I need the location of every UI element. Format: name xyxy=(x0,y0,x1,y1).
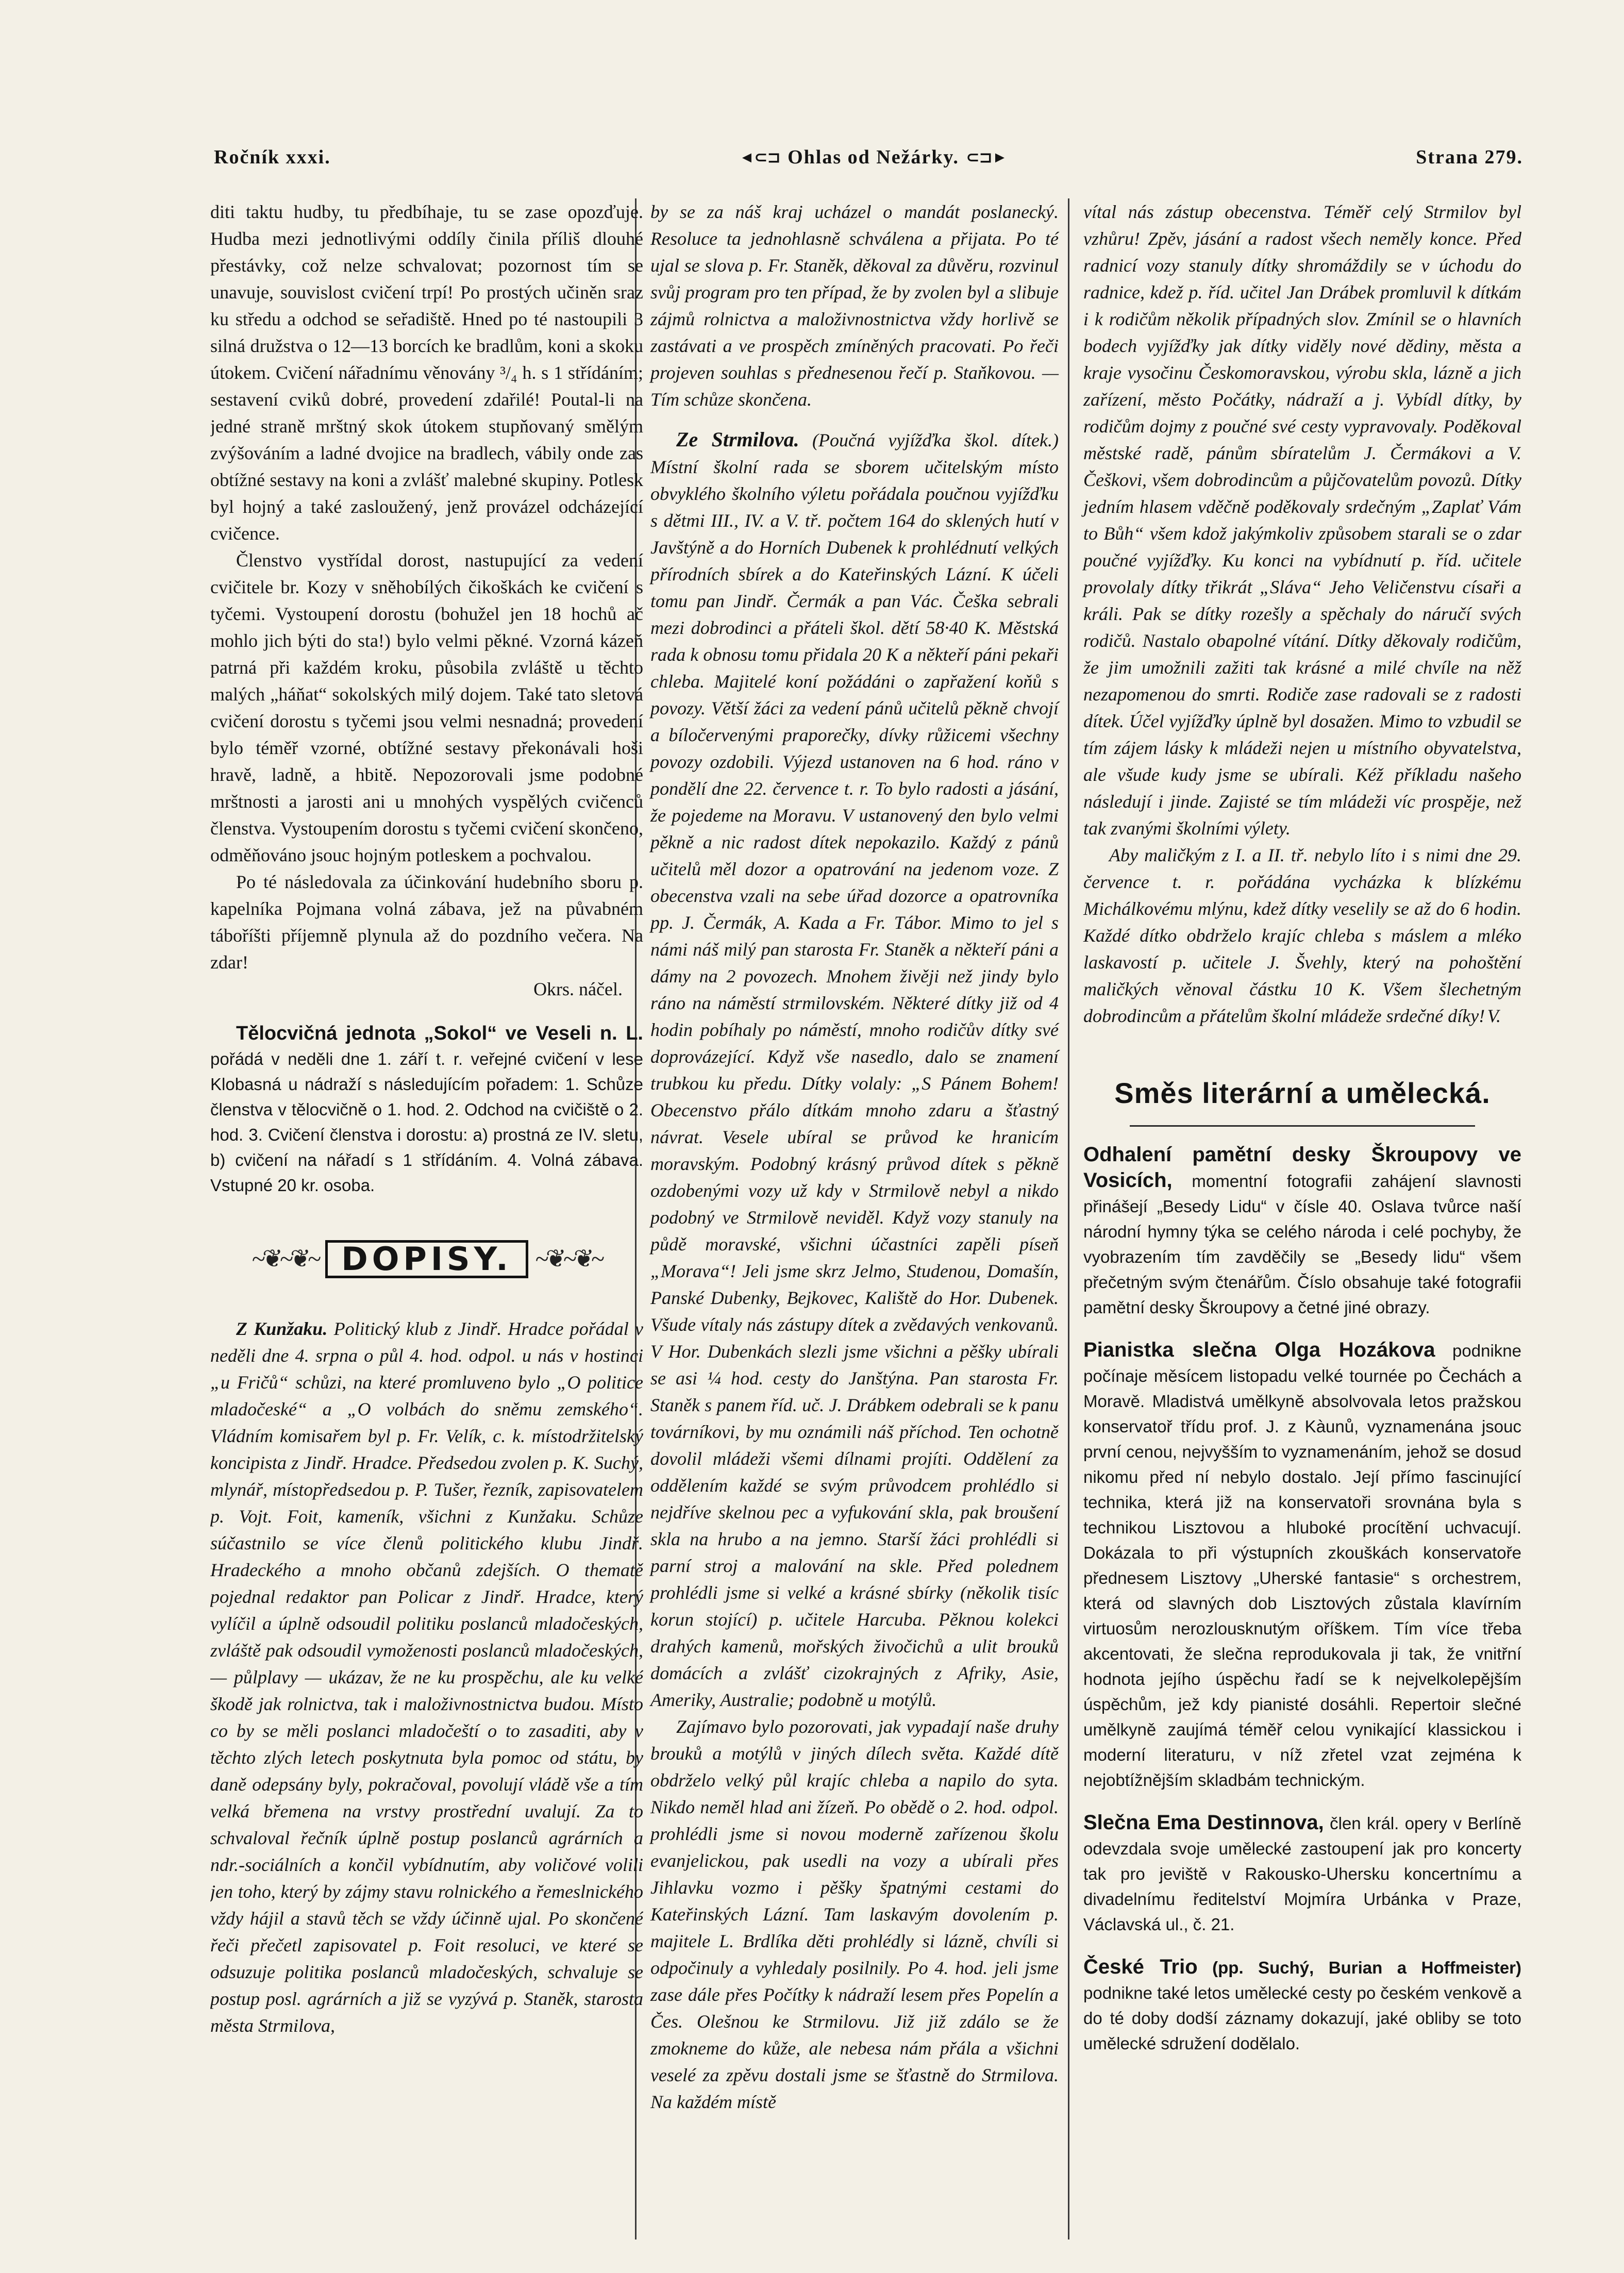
ornament-right-icon: ⊂⊐► xyxy=(966,148,1008,166)
letter-body: (Poučná vyjížďka škol. dítek.) Místní školní rada se sborem učitelským místo obvyklého školního výletu pořádala poučnou vyjížďku s dětmi III., IV. a V. tř. počtem 164 do sklených hutí v Javštýně a do Horních Dubenek k prohlédnutí velkých přírodních sbírek a do Kateřinských Lázní. K účeli tomu pan Jindř. Čermák a pan Vác. Češka sebrali mezi dobrodinci a přáteli škol. dětí 58·40 K. Městská rada k obnosu tomu přidala 20 K a někteří páni pekaři chleba. Majitelé koní požádáni o zapřažení koňů s povozy. Větší žáci za vedení pánů učitelů pěkně chvojí a bíločervenými praporečky, dívky růžicemi všechny povozy ozdobili. Výjezd ustanoven na 6 hod. ráno v pondělí dne 22. července t. r. To bylo radosti a jásání, že pojedeme na Moravu. V ustanovený den bylo velmi pěkně a nic radost dítek nepokazilo. Každý z pánů učitelů měl dozor a opatrování na jedenom voze. Z obecenstva vzali na sebe úřad dozorce a opatrovníka pp. J. Čermák, A. Kada a Fr. Tábor. Mimo to jel s námi náš milý pan starosta Fr. Staněk a někteří páni a dámy na 2 povozech. Mnohem živěji než jindy bylo ráno na náměstí strmilovském. Některé dítky již od 4 hodin pobíhaly po náměstí, mnoho rodičův dítky své doprovázející. Když vše nasedlo, dalo se znamení trubkou ku předu. Dítky volaly: „S Pánem Bohem! Obecenstvo přálo dítkám mnoho zdaru a šťastný návrat. Vesele ubíral se průvod ke hranicím moravským. Podobný krásný průvod dítek s pěkně ozdobenými vozy už kdy v Strmilově nebyl a nikdo podobný ve Strmilově neviděl. Když vozy stanuly na půdě moravské, všichni účastníci zapěli píseň „Morava“! Jeli jsme skrz Jelmo, Studenou, Domašín, Panské Dubenky, Bejkovec, Kaliště do Hor. Dubenek. Všude vítaly nás zástupy dítek a zvědavých venkovanů. V Hor. Dubenkách slezli jsme všichni a pěšky ubírali se asi ¼ hod. cesty do Janštýna. Pan starosta Fr. Staněk s panem říd. uč. J. Drábkem odebrali se k panu továrníkovi, by mu oznámili náš příchod. Ten ochotně dovolil mládeži všemi dílnami projíti. Oddělení za oddělením každé se svým průvodcem prohlédlo si nejdříve skelnou pec a vyfukování skla, pak broušení skla na hrubo a na jemno. Starší žáci prohlédli si parní stroj a malování na skle. Před polednem prohlédli jsme si velké a krásné sbírky (několik tisíc korun stojící) p. učitele Harcuba. Pěknou kolekci drahých kamenů, mořských živočichů a ulit brouků domácích a zvlášť cizokrajných z Afriky, Asie, Ameriky, Australie; podobně u motýlů. xyxy=(650,430,1059,1710)
news-item-members: (pp. Suchý, Burian a Hoffmeister) xyxy=(1212,1958,1521,1977)
news-item xyxy=(1083,1810,1521,1937)
article-paragraph: Členstvo vystřídal dorost, nastupující za vedení cvičitele br. Kozy v sněhobílých čikoškách ke cvičení s tyčemi. Vystoupení dorostu (bohužel jen 18 hochů ač mohlo jich býti do sta!) bylo velmi pěkné. Vzorná kázeň patrná při každém kroku, působila zvláště u těchto malých „háňat“ sokolských milý dojem. Také tato sletová cvičení dorostu s tyčemi jsou velmi nesnadná; provedení bylo téměř vzorné, obtížné sestavy překonávali hoši hravě, ladně, a hbitě. Nepozorovali jsme podobné mrštnosti a jarosti ani u mnohých vyspělých cvičenců členstva. Vystoupením dorostu s tyčemi cvičení skončeno, odměňováno jsouc hojným potleskem a pochvalou. xyxy=(210,550,643,865)
news-item-body: podnikne také letos umělecké cesty po českém venkově a do té doby dodší záznamy dokazují, jaké obliby se toto umělecké sdružení dodělalo. xyxy=(1083,1983,1521,2053)
article-paragraph: diti taktu hudby, tu předbíhaje, tu se zase opozďuje. Hudba mezi jednotlivými oddíly činila příliš dlouhé přestávky, což nelze schvalovat; pozornost tím se unavuje, souvislost cvičení trpí! Po prostých učiněn sraz ku středu a odchod se seřadiště. Hned po té nastoupili 3 silná družstva o 12—13 borcích ke bradlům, koni a skoku útokem. Cvičení nářadnímu věnovány ³/₄ h. s 1 střídáním; sestavení cviků dobré, provedení zdařilé! Poutal-li na jedné straně mrštný skok útokem stupňovaný smělým zvýšováním a ladné dvojice na bradlech, vábily onde zas obtížné sestavy na koni a zvlášť malebné skupiny. Potlesk byl hojný a také zasloužený, jenž provázel odcházející cvičence. xyxy=(210,202,643,544)
page-number: Strana 279. xyxy=(1416,146,1523,168)
article-paragraph: Po té následovala za účinkování hudebního sboru p. kapelníka Pojmana volná zábava, jež na půvabném táboříšti příjemně plynula až do pozdního večera. Na zdar! xyxy=(210,872,643,973)
news-item xyxy=(1083,1338,1521,1793)
news-items xyxy=(1083,1142,1521,2056)
news-item-heading: Pianistka slečna Olga Hozákova xyxy=(1083,1339,1435,1361)
running-header xyxy=(214,142,1523,173)
signature: Okrs. náčel. xyxy=(533,979,623,999)
signature: V. xyxy=(1487,1006,1501,1026)
news-item xyxy=(1083,1142,1521,1320)
notice-heading: Tělocvičná jednota „Sokol“ ve Veseli n. L. xyxy=(236,1023,643,1044)
volume-label: Ročník xxxi. xyxy=(214,146,331,168)
letter-paragraph xyxy=(650,426,1059,1713)
notice-body: pořádá v neděli dne 1. září t. r. veřejné cvičení v lese Klobasná u nádraží s následujícím pořadem: 1. Schůze členstva v tělocvičně o 1. hod. 2. Odchod na cvičiště o 2. hod. 3. Cvičení členstva i dorostu: a) prostná ze IV. sletu, b) cvičení na nářadí s 1 střídáním. 4. Volná zábava. Vstupné 20 kr. osoba. xyxy=(210,1049,643,1195)
news-item-body: podnikne počínaje měsícem listopadu velké tournée po Čechách a Moravě. Mladistvá umělkyně absolvovala letos pražskou konservatoř třídu prof. J. z Kàunů, vyznamenána jsouc první cenou, nejvyšším to vyznamenáním, jehož se dosud nikomu před ní nebylo dostalo. Její přímo fascinující technika, která již na konservatoři srovnána byla s technikou Lisztovou a hluboké procítění uchvacují. Dokázala to při výstupních zkouškách konservatoře přednesem Lisztovy „Uherské fantasie“ s orchestrem, která od slavných dob Lisztových zůstala klavírním virtuosům nerozlousknutým oříškem. Tím více třeba akcentovati, že slečna reprodukovala ji tak, že vnitřní hodnota jejího úspěchu řadí se k nejvelkolepějším úspěchům, jež kdy pianisté dosáhli. Repertoir slečné umělkyně zaujímá téměř celou vynikající klassickou i moderní literaturu, v níž zřetel vzat zejména k nejobtížnějším skladbám technickým. xyxy=(1083,1341,1521,1790)
newspaper-name: Ohlas od Nežárky. xyxy=(788,146,959,168)
news-item-heading: Slečna Ema Destinnova, xyxy=(1083,1811,1324,1834)
letter-body: Politický klub z Jindř. Hradce pořádal v neděli dne 4. srpna o půl 4. hod. odpol. u nás v hostinci „u Fričů“ schůzi, na které promluveno bylo „O politice mladočeské“ a „O volbách do sněmu zemského“. Vládním komisařem byl p. Fr. Velík, c. k. místodržitelský koncipista z Jindř. Hradce. Předsedou zvolen p. K. Suchý, mlynář, místopředsedou p. P. Tušer, řezník, zapisovatelem p. Vojt. Foit, kameník, všichni z Kunžaku. Schůze súčastnilo se více členů politického klubu Jindř. Hradeckého a mnoho občanů zdejších. O thematě pojednal redaktor pan Policar z Jindř. Hradce, který vylíčil a úplně odsoudil politiku poslanců mladočeských, zvláště pak odsoudil vymoženosti poslanců mladočeských, — půlplavy — ukázav, že ne ku prospěchu, ale ku velké škodě jak rolnictva, tak i maloživnostnictva budou. Místo co by se měli poslanci mladočeští o to zasaditi, aby v těchto zlých letech poskytnuta byla pomoc od státu, by daně odepsány byly, pokračoval, povolují vládě vše a tím velká břemena na vrstvy prostřední uvalují. Za to schvaloval řečník úplně postup poslanců agrárních a ndr.-sociálních a končil vybídnutím, aby voličové volili jen toho, který by zájmy stavu rolnického a řemeslnického vždy hájil a stavů těch se vždy účinně ujal. Po skončené řeči přečetl zapisovatel p. Foit resoluci, ve které se odsuzuje politika poslanců mladočeských, schvaluje se postup posl. agrárních a již se vyzývá p. Staněk, starosta města Strmilova, xyxy=(210,1318,643,2036)
vine-ornament-right-icon: ~❦~❦~ xyxy=(535,1245,602,1273)
masthead-title xyxy=(739,146,1008,169)
news-item-body: člen král. opery v Berlíně odevzdala svoje umělecké zastoupení jak pro koncerty tak pro jeviště v Rakousko-Uhersku koncertnímu a divadelnímu ředitelství Mojmíra Urbánka v Praze, Václavská ul., č. 21. xyxy=(1083,1814,1521,1934)
letter-heading: Z Kunžaku. xyxy=(236,1318,328,1339)
news-item-heading: Odhalení pamětní desky Škroupovy ve Vosicích, xyxy=(1083,1143,1521,1192)
news-item-heading: České Trio xyxy=(1083,1956,1198,1978)
letter-paragraph: Zajímavo bylo pozorovati, jak vypadají naše druhy brouků a motýlů v jiných dílech světa. Každé dítě obdrželo velký půl krajíc chleba a napilo do syta. Nikdo neměl hlad ani žízeň. Po obědě o 2. hod. odpol. prohlédli jsme si novou moderně zařízenou školu evanjelickou, pak usedli na vozy a ubírali přes Jihlavku vozmo i pěšky špatnými cestami do Kateřinských Lázní. Tam laskavým dovolením p. majitele L. Brdlíka děti prohlédly si lázně, chvíli si odpočinuly a vyhledaly posilnily. Po 4. hod. jeli jsme zase dále přes Počítky k nádraží lesem přes Popelín a Čes. Olešnou ke Strmilovu. Již již zdálo se že zmokneme do kůže, ale nebesa nám přála a všichni veselé za zpěvu dostali jsme se šťastně do Strmilova. Na každém místě xyxy=(650,1716,1059,2112)
letter-paragraph xyxy=(210,1315,643,2039)
section-divider xyxy=(1130,1125,1475,1127)
column-left xyxy=(210,198,643,2250)
ornament-left-icon: ◄⊂⊐ xyxy=(739,148,781,166)
column-right xyxy=(1073,198,1521,2250)
letter-paragraph: by se za náš kraj ucházel o mandát poslanecký. Resoluce ta jednohlasně schválena a přijata. Po té ujal se slova p. Fr. Staněk, děkoval za důvěru, rozvinul svůj program pro ten případ, že by zvolen byl a slibuje zájmů rolnictva a maloživnostnictva vždy horlivě se zastávati a ve prospěch zmíněných pracovati. Po řeči projeven souhlas s přednesenou řečí p. Staňkovou. — Tím schůze skončena. xyxy=(650,202,1059,410)
letter-paragraph: Aby maličkým z I. a II. tř. nebylo líto i s nimi dne 29. července t. r. pořádána vycházka k blízkému Michálkovému mlýnu, kdež dítky veselily se až do 6 hodin. Každé dítko obdrželo krajíc chleba s máslem a mléko laskavostí p. učitele J. Švehly, který na pohoštění maličkých věnoval částku 10 K. Všem šlechetným dobrodincům a přátelům školní mládeže srdečné díky! xyxy=(1083,845,1521,1026)
vine-ornament-left-icon: ~❦~❦~ xyxy=(252,1245,319,1273)
news-item-body: momentní fotografii zahájení slavnosti přinášejí „Besedy Lidu“ v čísle 40. Oslava tvůrce naší národní hymny týka se celého národa i celé pochyby, že vyobrazením tím zavděčily se „Besedy lidu“ všem přečetným svým čtenářům. Číslo obsahuje také fotografii pamětní desky Škroupovy a četné jiné obrazy. xyxy=(1083,1172,1521,1317)
news-item xyxy=(1083,1954,1521,2056)
dopisy-heading: DOPISY. xyxy=(325,1240,528,1278)
section-title: Směs literární a umělecká. xyxy=(1114,1077,1491,1109)
dopisy-banner xyxy=(210,1228,643,1291)
letter-paragraph: vítal nás zástup obecenstva. Téměř celý Strmilov byl vzhůru! Zpěv, jásání a radost všech neměly konce. Před radnicí vozy stanuly dítky shromáždily se v úchodu do radnice, kdež p. říd. učitel Jan Drábek promluvil k dítkám i k rodičům několik případných slov. Zmínil se o hlavních bodech vyjížďky jak dítky viděly nové dědiny, města a kraje vysočinu Českomoravskou, výrobu skla, lázně a jich zařízení, město Počátky, nádraží a j. Vybídl dítky, by rodičům dojmy z poučné své cesty vypravovaly. Poděkoval městské radě, pánům sbíratelům J. Čermákovi a V. Češkovi, všem dobrodincům a půjčovatelům povozů. Dítky jedním hlasem vděčně poděkovaly srdečným „Zaplať Vám to Bůh“ všem kdož jakýmkoliv způsobem starali se o zdar poučné vyjížďky. Ku konci na vybídnutí p. říd. učitele provolaly dítky třikrát „Sláva“ Jeho Veličenstvu císaři a králi. Pak se dítky rozešly a spěchaly do náručí svých rodičů. Nastalo obapolné vítání. Dítky děkovaly rodičům, že jim umožnili zažiti tak krásné a milé chvíle na něž nezapomenou do smrti. Rodiče zase radovali se z radosti dítek. Účel vyjížďky úplně byl dosažen. Mimo to vzbudil se tím zájem lásky k mládeži nejen u místního obyvatelstva, ale všude kudy jsme se ubírali. Kéž příkladu našeho následují i jinde. Zajisté se tím mládeži víc prospěje, než tak zvanými školními výlety. xyxy=(1083,202,1521,839)
letter-heading: Ze Strmilova. xyxy=(676,428,799,451)
notice-paragraph xyxy=(210,1021,643,1198)
column-middle xyxy=(638,198,1071,2250)
